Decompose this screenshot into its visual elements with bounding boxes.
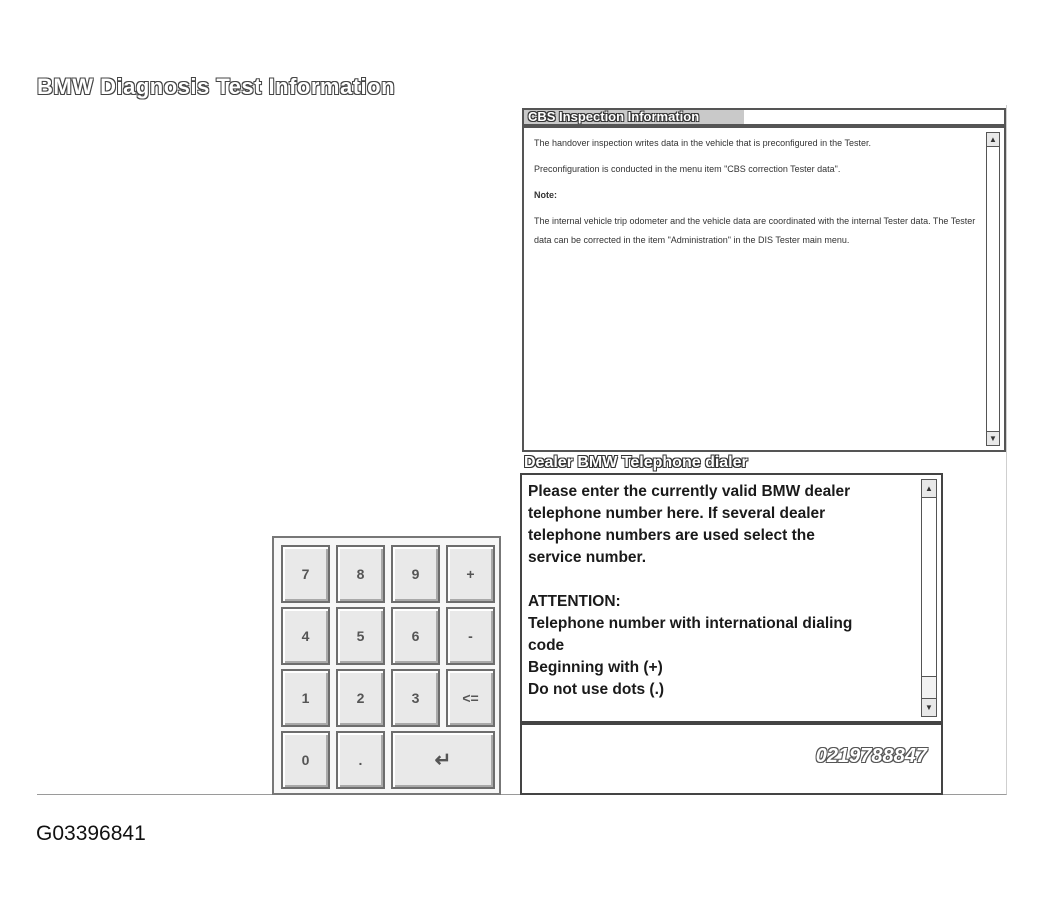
- phone-panel: [520, 473, 943, 723]
- note-label: Note:: [534, 190, 557, 200]
- instruction-line: Beginning with (+): [528, 659, 663, 676]
- key-6[interactable]: 6: [391, 607, 440, 665]
- key-2[interactable]: 2: [336, 669, 385, 727]
- app-title: BMW Diagnosis Test Information: [37, 74, 396, 99]
- key-0[interactable]: 0: [281, 731, 330, 789]
- instruction-spacer: [528, 569, 918, 591]
- figure-caption: G03396841: [36, 822, 146, 845]
- scroll-down-icon[interactable]: ▼: [987, 431, 999, 445]
- info-text: [534, 134, 979, 257]
- attention-label: ATTENTION:: [528, 593, 621, 610]
- scroll-up-icon[interactable]: ▲: [922, 480, 936, 498]
- info-panel-header: CBS Inspection Information: [522, 108, 1006, 126]
- backspace-key[interactable]: [446, 669, 495, 727]
- key-minus[interactable]: -: [446, 607, 495, 665]
- scroll-down-icon[interactable]: ▼: [922, 698, 936, 716]
- note-text: The internal vehicle trip odometer and the vehicle data are coordinated with the internal Tester data. The Tester data can be corrected in the item "Administration" in the DIS Tester main menu.: [534, 216, 976, 245]
- backspace-icon: <=: [462, 690, 479, 706]
- key-3[interactable]: 3: [391, 669, 440, 727]
- phone-number-field[interactable]: [520, 723, 943, 795]
- info-panel: [522, 126, 1006, 452]
- key-8[interactable]: 8: [336, 545, 385, 603]
- instruction-line: Telephone number with international dialing: [528, 615, 853, 632]
- phone-instructions: [528, 481, 918, 701]
- key-dot[interactable]: .: [336, 731, 385, 789]
- instruction-line: telephone number here. If several dealer: [528, 505, 826, 522]
- phone-panel-header: Dealer BMW Telephone dialer: [524, 454, 748, 471]
- instruction-line: code: [528, 637, 565, 654]
- scroll-up-icon[interactable]: ▲: [987, 133, 999, 147]
- info-scrollbar[interactable]: [986, 132, 1000, 446]
- phone-number-value: 0219788847: [815, 745, 927, 767]
- phone-scrollbar[interactable]: [921, 479, 937, 717]
- instruction-line: service number.: [528, 549, 647, 566]
- info-paragraph: Preconfiguration is conducted in the menu item "CBS correction Tester data".: [534, 164, 841, 174]
- info-paragraph: The handover inspection writes data in the vehicle that is preconfigured in the Tester.: [534, 138, 872, 148]
- instruction-line: telephone numbers are used select the: [528, 527, 815, 544]
- key-plus[interactable]: +: [446, 545, 495, 603]
- key-5[interactable]: 5: [336, 607, 385, 665]
- key-1[interactable]: 1: [281, 669, 330, 727]
- key-7[interactable]: 7: [281, 545, 330, 603]
- numeric-keypad: [272, 536, 501, 795]
- key-9[interactable]: 9: [391, 545, 440, 603]
- enter-icon: ↵: [434, 749, 452, 772]
- instruction-line: Do not use dots (.): [528, 681, 665, 698]
- enter-key[interactable]: [391, 731, 495, 789]
- key-4[interactable]: 4: [281, 607, 330, 665]
- instruction-line: Please enter the currently valid BMW dealer: [528, 483, 851, 500]
